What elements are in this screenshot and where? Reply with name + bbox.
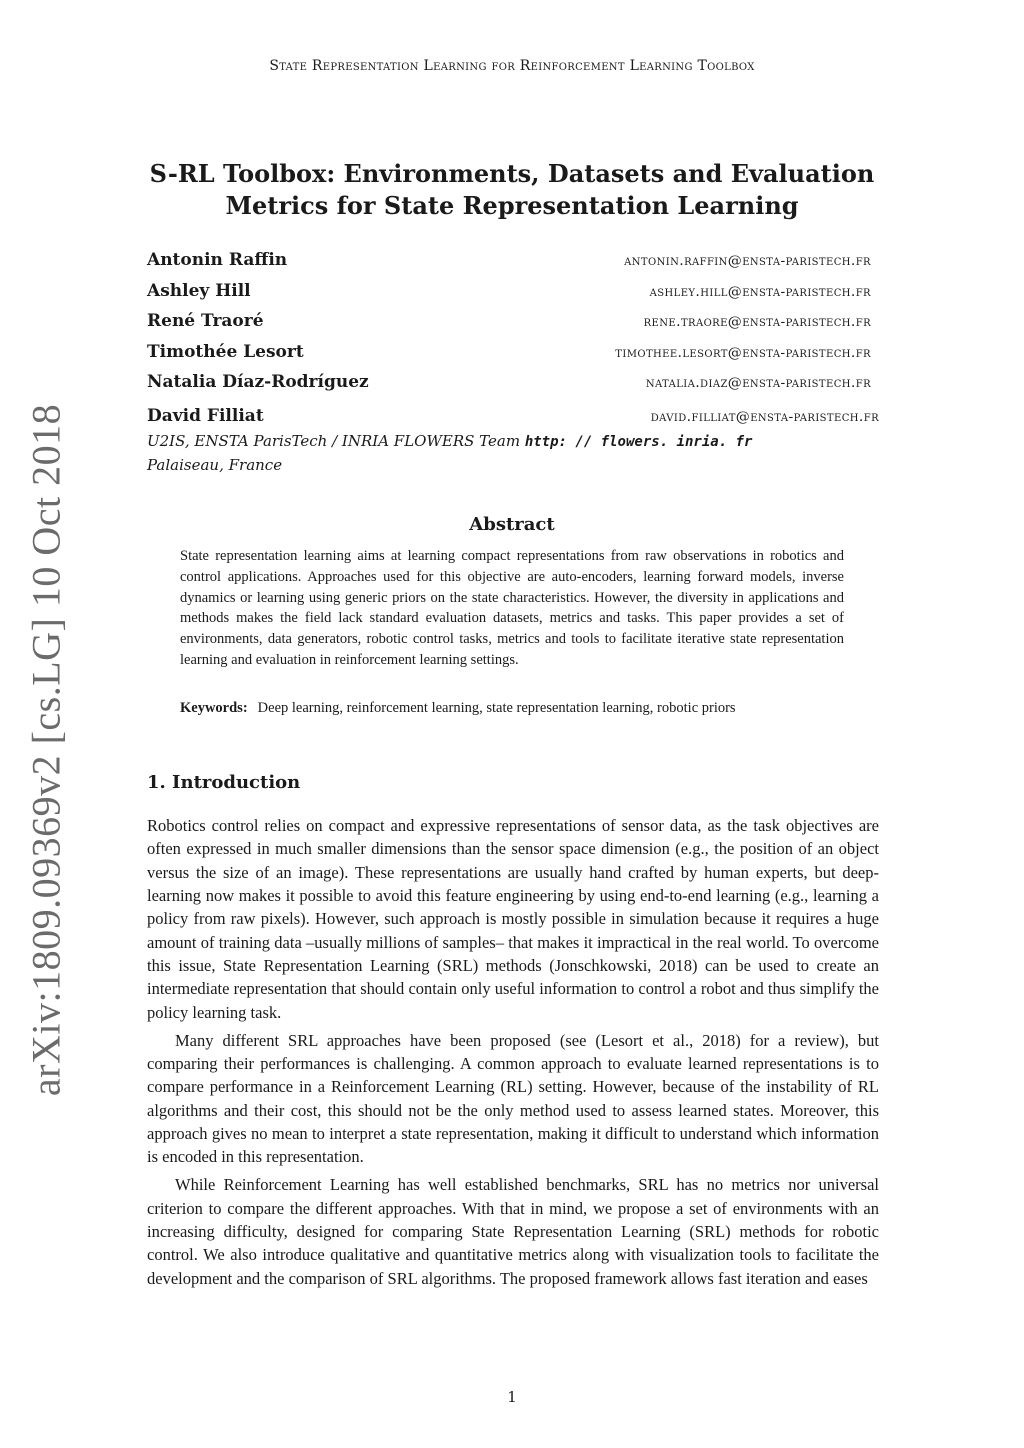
arxiv-identifier-stamp: arXiv:1809.09369v2 [cs.LG] 10 Oct 2018 [23,403,69,1097]
paper-title [0,158,1024,222]
affiliation-line [147,430,752,454]
author-email: natalia.diaz@ensta-paristech.fr [645,375,871,391]
author-entry [147,342,879,373]
author-email: david.filliat@ensta-paristech.fr [650,408,879,425]
author-name: David Filliat [147,405,264,426]
author-entry [147,250,879,281]
author-email: ashley.hill@ensta-paristech.fr [649,283,871,300]
author-name: Timothée Lesort [147,341,304,362]
abstract-heading: Abstract [469,514,555,535]
affiliation-organization: U2IS, ENSTA ParisTech / INRIA FLOWERS Team [147,432,521,450]
section-heading-introduction: 1. Introduction [147,772,301,793]
author-entry [147,372,879,403]
affiliation-place: Palaiseau, France [147,456,283,474]
abstract-text: State representation learning aims at learning compact representations from raw observations in robotics and control applications. Approaches used for this objective are auto-encoders, learning forward models, inverse dynamics or learning using generic priors on the state characteristics. However, the diversity in applications and methods makes the field lack standard evaluation datasets, metrics and tasks. This paper provides a set of environments, data generators, robotic control tasks, metrics and tools to facilitate iterative state representation learning and evaluation in reinforcement learning settings. [180,548,844,668]
paper-title-line-1: S-RL Toolbox: Environments, Datasets and Evaluation [149,159,875,188]
running-head: State Representation Learning for Reinforcement Learning Toolbox [269,58,755,74]
author-list [147,250,879,436]
introduction-body [147,814,879,1290]
author-entry [147,311,879,342]
paper-title-line-2: Metrics for State Representation Learning [225,191,799,220]
paragraph: While Reinforcement Learning has well established benchmarks, SRL has no metrics nor universal criterion to compare the different approaches. With that in mind, we propose a set of environments with an increasing difficulty, designed for comparing State Representation Learning (SRL) methods for robotic control. We also introduce qualitative and quantitative metrics along with visualization tools to facilitate the development and the comparison of SRL algorithms. The proposed framework allows fast iteration and eases [147,1175,879,1288]
author-name: Antonin Raffin [147,250,288,270]
paragraph: Many different SRL approaches have been proposed (see (Lesort et al., 2018) for a review), but comparing their performances is challenging. A common approach to evaluate learned representations is to compare performance in a Reinforcement Learning (RL) setting. However, because of the instability of RL algorithms and their cost, this should not be the only method used to assess learned states. Moreover, this approach gives no mean to interpret a state representation, making it difficult to understand which information is encoded in this representation. [147,1030,879,1167]
author-email: timothee.lesort@ensta-paristech.fr [615,344,871,361]
affiliation-url-link[interactable]: http: // flowers. inria. fr [524,434,753,450]
affiliation-block [147,430,752,477]
keywords-label: Keywords: [180,700,248,716]
author-entry [147,281,879,312]
page-number: 1 [507,1388,517,1406]
author-name: Natalia Díaz-Rodríguez [147,372,369,392]
keywords-list: Deep learning, reinforcement learning, state representation learning, robotic priors [257,700,736,716]
author-name: Ashley Hill [147,280,251,301]
author-email: antonin.raffin@ensta-paristech.fr [624,253,871,269]
author-email: rene.traore@ensta-paristech.fr [643,314,871,330]
paragraph: Robotics control relies on compact and expressive representations of sensor data, as the task objectives are often expressed in much smaller dimensions than the sensor space dimension (e.g., the position of an object versus the size of an image). These representations are usually hand crafted by human experts, but deep-learning now makes it possible to avoid this feature engineering by using end-to-end learning (e.g., learning a policy from raw pixels). However, such approach is mostly possible in simulation because it requires a huge amount of training data –usually millions of samples– that makes it impractical in the real world. To overcome this issue, State Representation Learning (SRL) methods (Jonschkowski, 2018) can be used to create an intermediate representation that should contain only useful information to control a robot and thus simplify the policy learning task. [147,816,879,1022]
keywords [180,698,844,719]
author-name: René Traoré [147,311,264,331]
